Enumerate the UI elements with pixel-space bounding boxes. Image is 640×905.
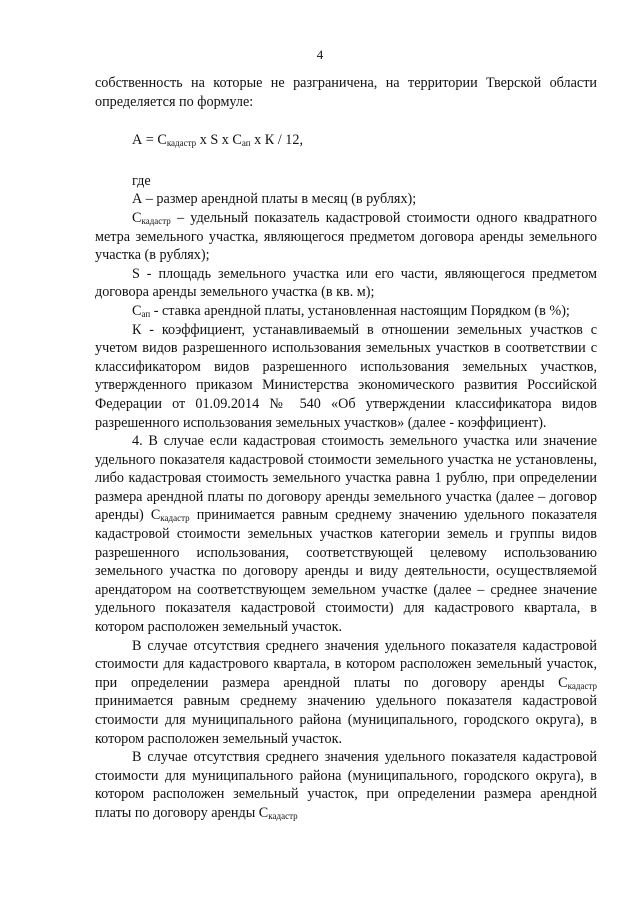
document-body xyxy=(95,74,597,823)
where-label: где xyxy=(132,172,151,189)
definition-c-kadastr xyxy=(95,209,597,265)
paragraph-6 xyxy=(95,748,597,822)
intro-paragraph: собственность на которые не разграничена, на территории Тверской области определяется по формуле: xyxy=(95,75,597,110)
paragraph-text: В случае отсутствия среднего значения удельного показателя кадастровой стоимости для кадастрового квартала, в котором расположен земельный участок, при определении размера арендной платы по договору аренды С xyxy=(95,637,597,691)
definition-k: К - коэффициент, устанавливаемый в отношении земельных участков с учетом видов разрешенного использования земельных участков в соответствии с классификатором видов разрешенного использования земельных участков, утвержденного приказом Министерства экономического развития Российской Федерации от 01.09.2014 № 540 «Об утверждении классификатора видов разрешенного использования земельных участков» (далее - коэффициент). xyxy=(95,321,597,431)
formula-part-c: х К / 12, xyxy=(250,132,304,149)
formula-subscript-kadastr: кадастр xyxy=(166,138,197,149)
formula-subscript-ap: ап xyxy=(241,138,251,149)
paragraph-5 xyxy=(95,637,597,749)
definition-text: - ставка арендной платы, установленная настоящим Порядком (в %); xyxy=(150,302,570,319)
symbol-subscript: кадастр xyxy=(141,215,171,226)
definition-c-ap xyxy=(95,302,597,321)
paragraph-4 xyxy=(95,432,597,637)
paragraph-text: принимается равным среднему значению удельного показателя кадастровой стоимости для муниципального района (муниципального, городского округа), в котором расположен земельный участок. xyxy=(95,693,597,747)
definition-text: – удельный показатель кадастровой стоимости одного квадратного метра земельного участка, являющегося предметом договора аренды земельного участка (в рублях); xyxy=(95,209,597,264)
definition-a: А – размер арендной платы в месяц (в рублях); xyxy=(132,191,417,208)
page-number: 4 xyxy=(316,47,324,62)
paragraph-text: принимается равным среднему значению удельного показателя кадастровой стоимости земельных участков категории земель и группы видов разрешенного использования, соответствующей целевому использованию земельного участка по договору аренды и виду деятельности, осуществляемой арендатором на соответствующем земельном участке (далее – среднее значение удельного показателя кадастровой стоимости) для кадастрового квартала, в котором расположен земельный участок. xyxy=(95,507,598,636)
symbol-c: С xyxy=(132,302,142,319)
symbol-subscript: кадастр xyxy=(567,680,597,691)
definition-s: S - площадь земельного участка или его части, являющегося предметом договора аренды земельного участка (в кв. м); xyxy=(95,265,597,301)
formula-part-b: х S х С xyxy=(196,132,242,149)
paragraph-text: В случае отсутствия среднего значения удельного показателя кадастровой стоимости для муниципального района (муниципального, городского округа), в котором расположен земельный участок, при определении размера арендной платы по договору аренды С xyxy=(95,749,597,821)
symbol-c: С xyxy=(132,209,142,226)
symbol-subscript: кадастр xyxy=(268,810,298,821)
paragraph-text: 4. В случае если кадастровая стоимость земельного участка или значение удельного показателя кадастровой стоимости земельного участка не установлены, либо кадастровая стоимость земельного участка равна 1 рублю, при определении размера арендной платы по договору аренды земельного участка (далее – договор аренды) С xyxy=(95,433,597,524)
symbol-subscript: ап xyxy=(141,308,151,319)
formula-part-a: А = С xyxy=(132,132,167,149)
formula xyxy=(132,131,597,150)
symbol-subscript: кадастр xyxy=(160,513,190,524)
